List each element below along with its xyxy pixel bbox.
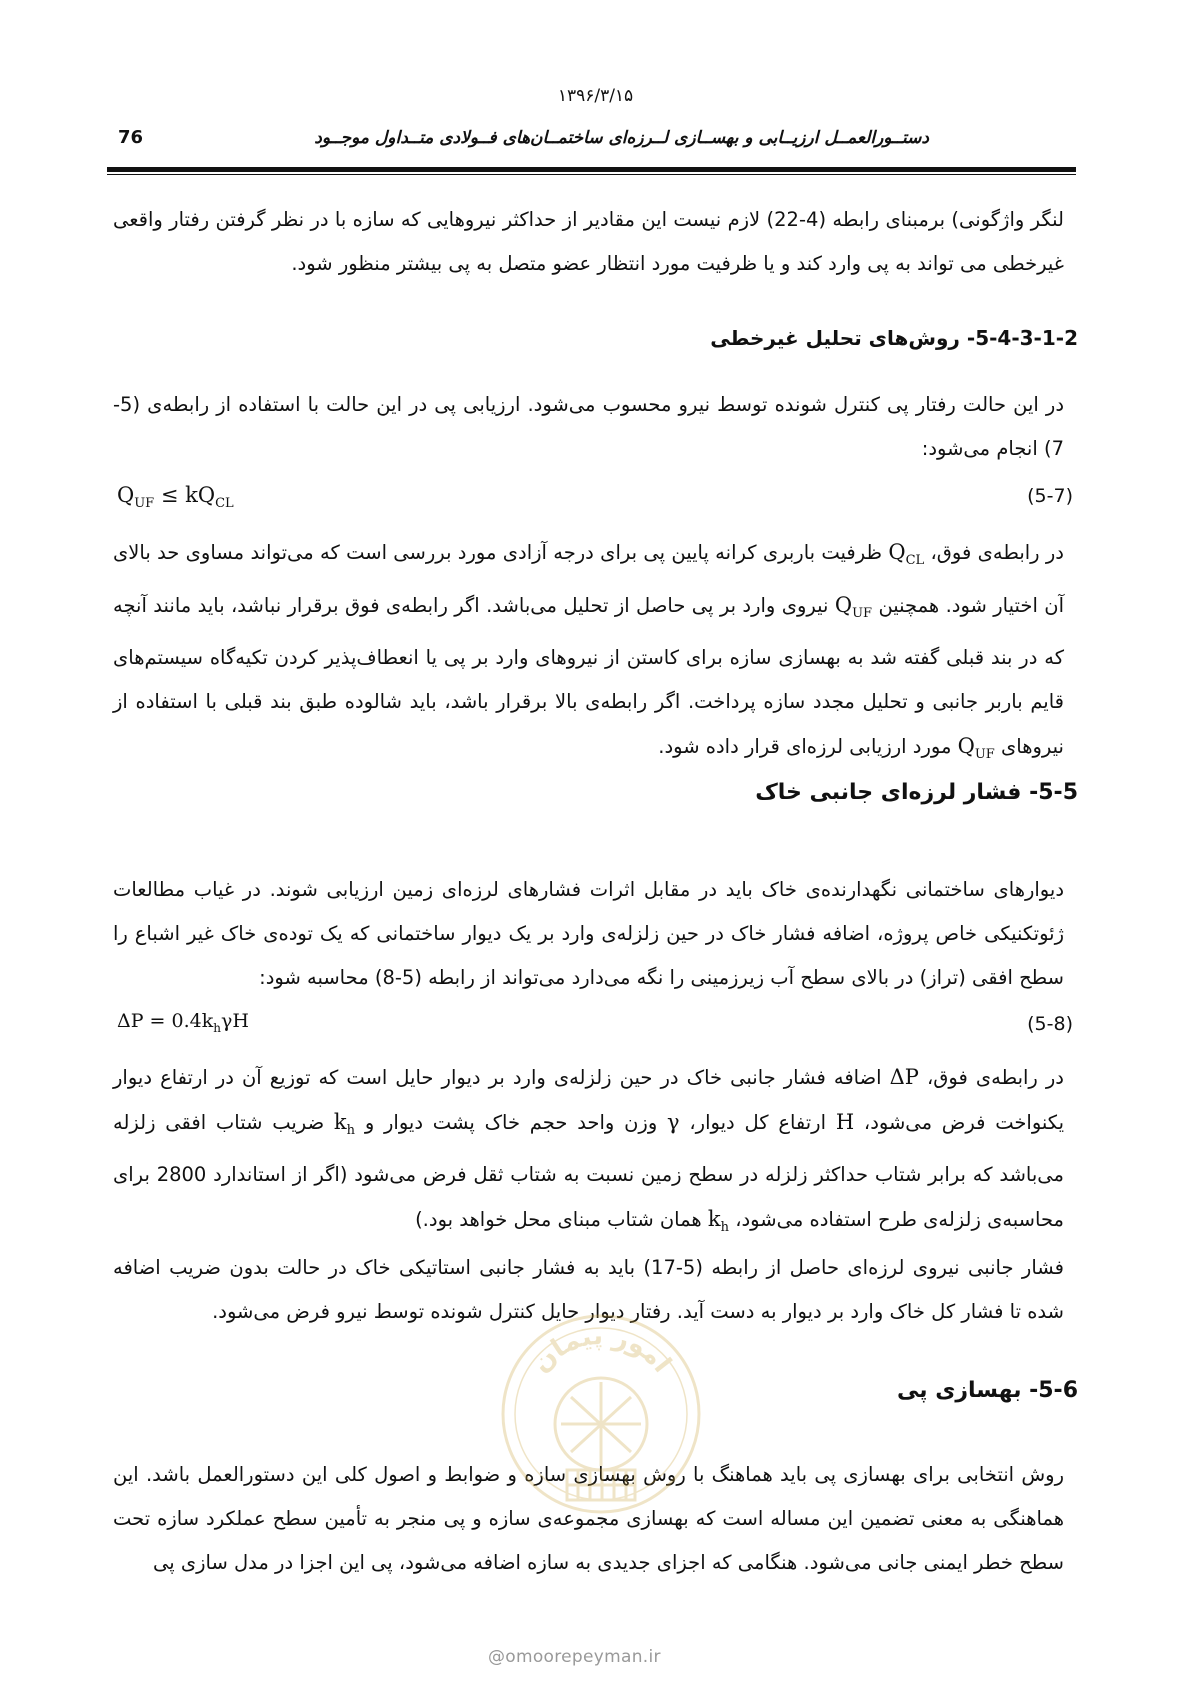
intro-paragraph: لنگر واژگونی) برمبنای رابطه (4-22) لازم نیست این مقادیر از حداکثر نیروهایی که سازه با در نظر گرفتن رفتار واقعی غیرخطی می تواند به پی وارد کند و یا ظرفیت مورد انتظار عضو متصل به پی بیشتر منظور شود.	[113, 208, 1064, 275]
symbol-sub: UF	[974, 747, 995, 763]
eq-relation: ≤ kQ	[154, 483, 216, 507]
symbol-base: k	[707, 1207, 721, 1232]
page-number: 76	[118, 127, 144, 148]
eq-formula-tail: γH	[220, 1010, 249, 1032]
symbol-qcl	[888, 540, 925, 569]
symbol-kh	[333, 1110, 356, 1139]
text-run: همان شتاب مبنای محل خواهد بود.)	[415, 1208, 708, 1232]
nonlinear-paragraph: در این حالت رفتار پی کنترل شونده توسط نیرو محسوب می‌شود. ارزیابی پی در این حالت با استفاده از رابطه‌ی (5-7) انجام می‌شود:	[113, 393, 1064, 460]
text-run: ارتفاع کل دیوار،	[679, 1111, 836, 1134]
foundation-retrofit-paragraph: روش انتخابی برای بهسازی پی باید هماهنگ با روش بهسازی سازه و ضوابط و اصول کلی این دستورالعمل باشد. این هماهنگی به معنی تضمین این مساله است که بهسازی مجموعه‌ی سازه و پی منجر به تأمین سطح عملکرد سازه تحت سطح خطر ایمنی جانی می‌شود. هنگامی که اجزای جدیدی به سازه اضافه می‌شود، پی این اجزا در مدل سازی پی	[113, 1463, 1064, 1574]
eq-formula-sub: h	[213, 1020, 221, 1035]
seal-text: امور پیمان	[526, 1320, 677, 1379]
text-run: در رابطه‌ی فوق،	[918, 1066, 1064, 1089]
eq-formula-main: ΔP = 0.4k	[117, 1010, 214, 1032]
text-run: نیروی وارد بر پی حاصل از تحلیل می‌باشد. اگر رابطه‌ی فوق برقرار نباشد، باید مانند آنچه که در بند قبلی گفته شد به بهسازی سازه برای کاستن از نیروهای وارد بر پی یا انعطاف‌پذیر کردن تکیه‌گاه سیستم‌های قایم باربر جانبی و تحلیل مجدد سازه پرداخت. اگر رابطه‌ی بالا برقرار باشد، باید شالوده طبق بند قبلی با استفاده از نیروهای	[113, 594, 1064, 759]
symbol-base: k	[333, 1110, 347, 1134]
publisher-seal-watermark	[491, 1302, 711, 1528]
soil-pressure-explanation-paragraph	[113, 1055, 1064, 1250]
text-run: در رابطه‌ی فوق،	[924, 541, 1064, 564]
equation-5-8	[117, 1010, 249, 1035]
text-run: وزن واحد حجم خاک پشت دیوار و	[355, 1111, 668, 1134]
symbol-base: Q	[957, 734, 975, 759]
eq-q-sub-cl: CL	[215, 496, 234, 512]
text-run: اضافه فشار جانبی خاک در حین زلزله‌ی وارد بر دیوار حایل است که توزیع آن در ارتفاع دیوار یکنواخت فرض می‌شود،	[113, 1066, 1065, 1134]
eq-q-symbol: Q	[117, 483, 135, 507]
symbol-sub: CL	[905, 553, 925, 569]
symbol-h: H	[835, 1110, 855, 1134]
soil-pressure-closing-paragraph: فشار جانبی نیروی لرزه‌ای حاصل از رابطه (5-17) باید به فشار جانبی استاتیکی خاک در حالت بدون ضریب اضافه شده تا فشار کل خاک وارد بر دیوار به دست آید. رفتار دیوار حایل کنترل شونده توسط نیرو فرض می‌شود.	[113, 1256, 1064, 1323]
equation-number-5-7: (5-7)	[1027, 485, 1073, 507]
section-heading-nonlinear: 5-4-3-1-2- روش‌های تحلیل غیرخطی	[710, 326, 1078, 350]
symbol-gamma: γ	[667, 1110, 680, 1134]
symbol-base: Q	[888, 540, 906, 564]
symbol-sub: h	[720, 1220, 729, 1236]
symbol-sub: h	[346, 1123, 356, 1139]
section-heading-soil-pressure: 5-5- فشار لرزه‌ای جانبی خاک	[755, 780, 1078, 805]
text-run: مورد ارزیابی لرزه‌ای قرار داده شود.	[658, 735, 958, 759]
soil-pressure-paragraph: دیوارهای ساختمانی نگهدارنده‌ی خاک باید در مقابل اثرات فشارهای لرزه‌ای زمین ارزیابی شوند. در غیاب مطالعات ژئوتکنیکی خاص پروژه، اضافه فشار خاک در حین زلزله‌ی وارد بر یک دیوار ساختمانی که یک توده‌ی خاک غیر اشباع را سطح افقی (تراز) در بالای سطح آب زیرزمینی را نگه می‌دارد می‌تواند از رابطه (5-8) محاسبه شود:	[113, 878, 1064, 989]
nonlinear-explanation-paragraph	[113, 530, 1064, 778]
symbol-delta-p: ΔP	[889, 1065, 919, 1089]
eq-q-sub-uf: UF	[134, 496, 155, 512]
section-heading-foundation-retrofit: 5-6- بهسازی پی	[897, 1378, 1078, 1403]
symbol-sub: UF	[852, 606, 873, 622]
symbol-kh	[707, 1207, 729, 1236]
header-rule-thick	[107, 167, 1076, 172]
header-rule-thin	[107, 174, 1076, 175]
document-date: ۱۳۹۶/۳/۱۵	[557, 86, 634, 106]
symbol-base: Q	[834, 593, 853, 618]
text-run: ظرفیت باربری کرانه پایین پی برای درجه آزادی مورد بررسی است که می‌تواند مساوی حد بالای آن اختیار شود. همچنین	[113, 541, 1064, 618]
symbol-quf	[957, 734, 995, 763]
equation-number-5-8: (5-8)	[1027, 1013, 1073, 1035]
text-run: ضریب شتاب افقی زلزله می‌باشد که برابر شتاب حداکثر زلزله در سطح زمین نسبت به شتاب ثقل فرض می‌شود (اگر از استاندارد 2800 برای محاسبه‌ی زلزله‌ی طرح استفاده می‌شود،	[113, 1111, 1064, 1232]
watermark-url: @omoorepeyman.ir	[488, 1647, 661, 1667]
running-title: دستــورالعمــل ارزیــابی و بهســازی لــرزه‌ای ساختمــان‌های فــولادی متــداول موجــود	[314, 128, 929, 148]
symbol-quf	[834, 593, 873, 622]
equation-5-7	[117, 483, 234, 511]
